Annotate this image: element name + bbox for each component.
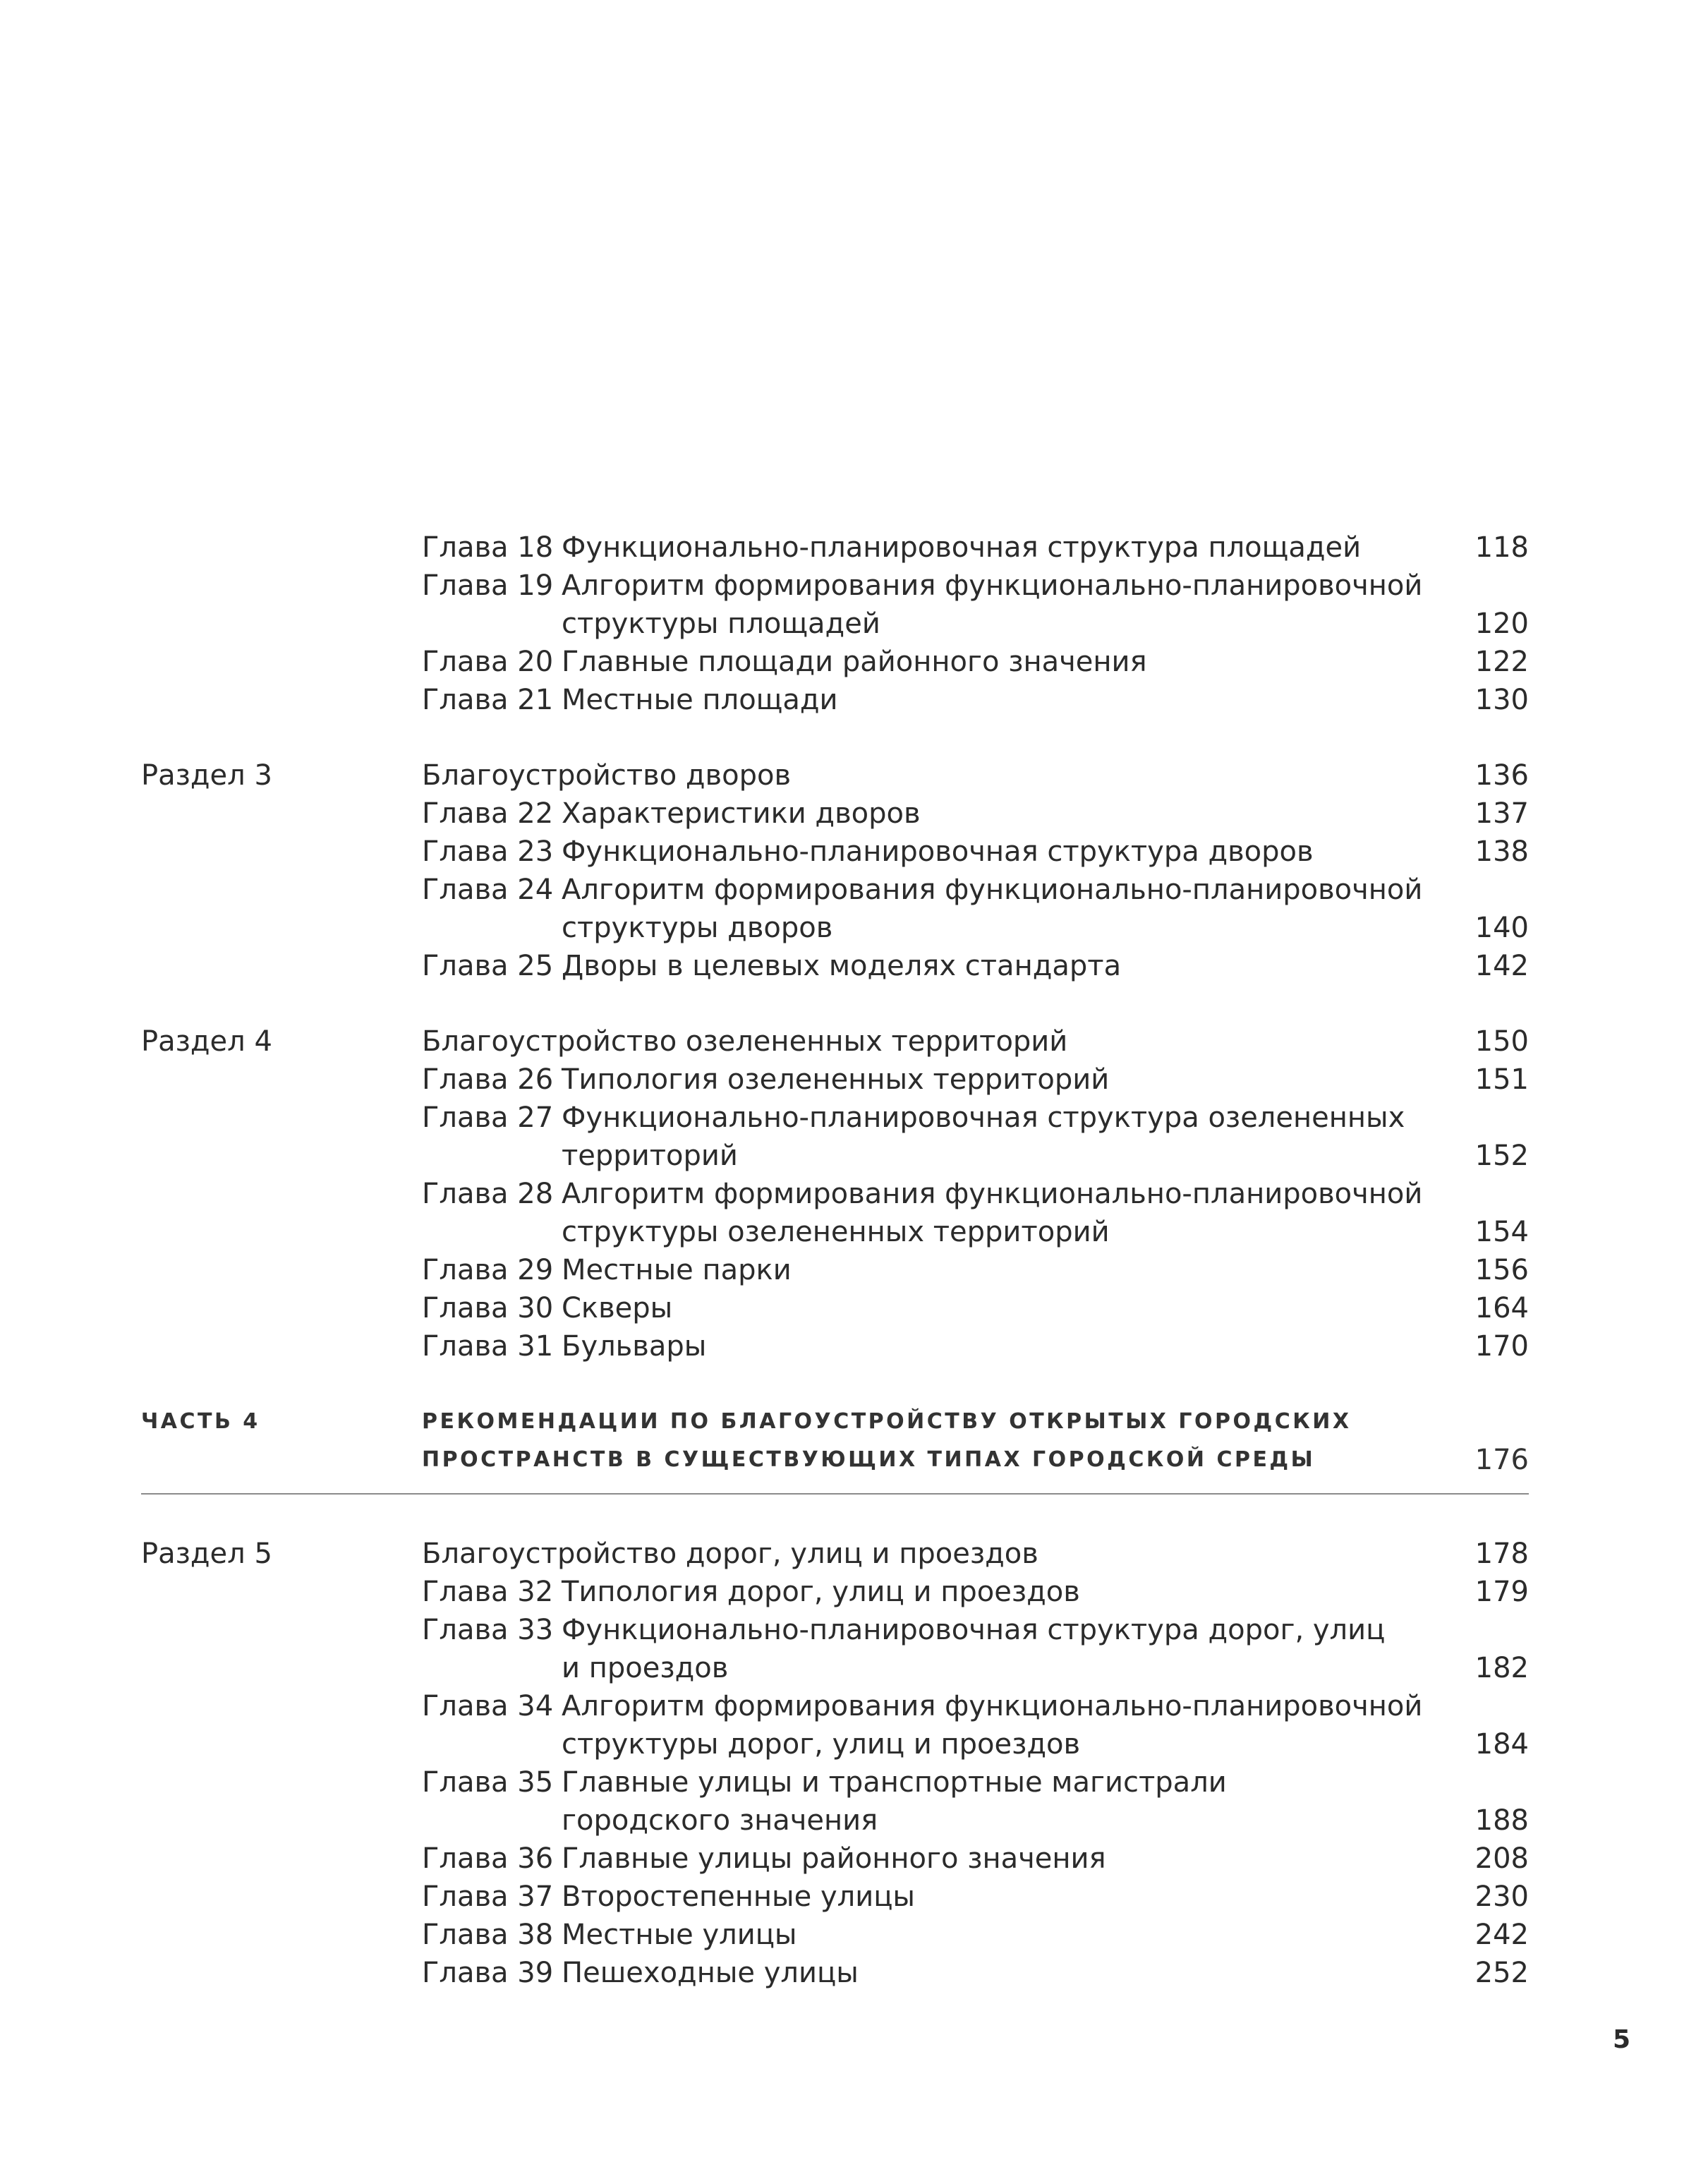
page-ref: 122 (1474, 646, 1529, 678)
chapter-label: Глава 30 (422, 1292, 554, 1324)
page-ref: 138 (1474, 835, 1529, 868)
toc-entry (0, 1099, 1708, 1137)
entry-title: ПРОСТРАНСТВ В СУЩЕСТВУЮЩИХ ТИПАХ ГОРОДСКОЙ СРЕДЫ (422, 1447, 1316, 1472)
entry-title: Функционально-планировочная структура озелененных (562, 1101, 1405, 1134)
entry-title: Благоустройство дорог, улиц и проездов (422, 1538, 1038, 1570)
toc-entry (0, 643, 1708, 681)
page-ref: 118 (1474, 531, 1529, 564)
toc-entry (0, 1535, 1708, 1573)
entry-title: Благоустройство озелененных территорий (422, 1025, 1068, 1058)
entry-title: Бульвары (562, 1330, 707, 1363)
entry-title: Главные улицы и транспортные магистрали (562, 1766, 1227, 1799)
chapter-label: Глава 25 (422, 950, 554, 982)
entry-title: РЕКОМЕНДАЦИИ ПО БЛАГОУСТРОЙСТВУ ОТКРЫТЫХ ГОРОДСКИХ (422, 1409, 1352, 1434)
chapter-label: Глава 36 (422, 1842, 554, 1875)
entry-title: Функционально-планировочная структура дорог, улиц (562, 1614, 1386, 1646)
entry-title: структуры озелененных территорий (562, 1216, 1110, 1248)
toc-entry (0, 947, 1708, 985)
page-ref: 182 (1474, 1652, 1529, 1684)
page-ref: 137 (1474, 797, 1529, 830)
entry-title: Алгоритм формирования функционально-планировочной (562, 1690, 1423, 1722)
chapter-label: Глава 20 (422, 646, 554, 678)
entry-title: Местные парки (562, 1254, 792, 1286)
chapter-label: Глава 26 (422, 1063, 554, 1096)
toc-entry (0, 909, 1708, 947)
page-ref: 230 (1474, 1881, 1529, 1913)
page-ref: 170 (1474, 1330, 1529, 1363)
entry-title: Алгоритм формирования функционально-планировочной (562, 1178, 1423, 1210)
toc-entry (0, 833, 1708, 871)
toc-entry (0, 1878, 1708, 1916)
toc-entry (0, 1725, 1708, 1763)
page-ref: 188 (1474, 1804, 1529, 1837)
chapter-label: Глава 24 (422, 874, 554, 906)
page-ref: 184 (1474, 1728, 1529, 1761)
toc-entry (0, 1441, 1708, 1479)
page-ref: 154 (1474, 1216, 1529, 1248)
toc-entry (0, 1327, 1708, 1365)
section-label: Раздел 3 (141, 759, 272, 792)
toc-entry (0, 567, 1708, 605)
chapter-label: Глава 18 (422, 531, 554, 564)
toc-entry (0, 1022, 1708, 1061)
section-label: Раздел 4 (141, 1025, 272, 1058)
entry-title: Алгоритм формирования функционально-планировочной (562, 874, 1423, 906)
entry-title: структуры дорог, улиц и проездов (562, 1728, 1081, 1761)
page-ref: 151 (1474, 1063, 1529, 1096)
toc-entry (0, 1954, 1708, 1992)
entry-title: Типология дорог, улиц и проездов (562, 1576, 1080, 1608)
page-ref: 176 (1474, 1444, 1529, 1476)
chapter-label: Глава 29 (422, 1254, 554, 1286)
toc-entry (0, 681, 1708, 719)
entry-title: Местные улицы (562, 1919, 797, 1951)
entry-title: Дворы в целевых моделях стандарта (562, 950, 1122, 982)
toc-entry (0, 1801, 1708, 1840)
toc-entry (0, 795, 1708, 833)
page-ref: 178 (1474, 1538, 1529, 1570)
toc-entry (0, 756, 1708, 795)
page-ref: 136 (1474, 759, 1529, 792)
page-number: 5 (1612, 2025, 1630, 2054)
entry-title: Скверы (562, 1292, 673, 1324)
entry-title: Главные улицы районного значения (562, 1842, 1106, 1875)
entry-title: Функционально-планировочная структура площадей (562, 531, 1362, 564)
page-ref: 252 (1474, 1957, 1529, 1989)
toc-entry (0, 1649, 1708, 1687)
page-ref: 179 (1474, 1576, 1529, 1608)
toc-entry (0, 1213, 1708, 1251)
entry-title: Пешеходные улицы (562, 1957, 859, 1989)
page-ref: 150 (1474, 1025, 1529, 1058)
toc-entry (0, 605, 1708, 643)
chapter-label: Глава 31 (422, 1330, 554, 1363)
chapter-label: Глава 37 (422, 1881, 554, 1913)
entry-title: Второстепенные улицы (562, 1881, 915, 1913)
chapter-label: Глава 28 (422, 1178, 554, 1210)
toc-entry (0, 1687, 1708, 1725)
chapter-label: Глава 35 (422, 1766, 554, 1799)
chapter-label: Глава 32 (422, 1576, 554, 1608)
toc-entry (0, 1061, 1708, 1099)
page-ref: 242 (1474, 1919, 1529, 1951)
toc-entry (0, 1137, 1708, 1175)
toc-entry (0, 1403, 1708, 1441)
section-label: Раздел 5 (141, 1538, 272, 1570)
toc-entry (0, 1840, 1708, 1878)
entry-title: Алгоритм формирования функционально-планировочной (562, 569, 1423, 602)
entry-title: структуры дворов (562, 912, 833, 944)
toc-entry (0, 871, 1708, 909)
chapter-label: Глава 34 (422, 1690, 554, 1722)
chapter-label: Глава 39 (422, 1957, 554, 1989)
toc-entry (0, 1611, 1708, 1649)
toc-entry (0, 1175, 1708, 1213)
chapter-label: Глава 27 (422, 1101, 554, 1134)
toc-entry (0, 1251, 1708, 1289)
entry-title: Типология озелененных территорий (562, 1063, 1110, 1096)
page-ref: 142 (1474, 950, 1529, 982)
page-ref: 156 (1474, 1254, 1529, 1286)
page-ref: 120 (1474, 608, 1529, 640)
page-ref: 140 (1474, 912, 1529, 944)
entry-title: Главные площади районного значения (562, 646, 1147, 678)
page-ref: 164 (1474, 1292, 1529, 1324)
chapter-label: Глава 38 (422, 1919, 554, 1951)
part-label: ЧАСТЬ 4 (141, 1409, 260, 1434)
toc-entry (0, 1916, 1708, 1954)
toc-entry (0, 1763, 1708, 1801)
page-ref: 208 (1474, 1842, 1529, 1875)
chapter-label: Глава 19 (422, 569, 554, 602)
entry-title: Местные площади (562, 684, 838, 716)
chapter-label: Глава 33 (422, 1614, 554, 1646)
entry-title: структуры площадей (562, 608, 880, 640)
page-ref: 152 (1474, 1140, 1529, 1172)
entry-title: территорий (562, 1140, 738, 1172)
entry-title: Характеристики дворов (562, 797, 921, 830)
page-ref: 130 (1474, 684, 1529, 716)
entry-title: Благоустройство дворов (422, 759, 792, 792)
toc-entry (0, 1289, 1708, 1327)
toc-entry (0, 529, 1708, 567)
entry-title: Функционально-планировочная структура дворов (562, 835, 1314, 868)
part-divider-rule (141, 1493, 1529, 1495)
chapter-label: Глава 22 (422, 797, 554, 830)
chapter-label: Глава 21 (422, 684, 554, 716)
entry-title: городского значения (562, 1804, 878, 1837)
toc-entry (0, 1573, 1708, 1611)
entry-title: и проездов (562, 1652, 729, 1684)
chapter-label: Глава 23 (422, 835, 554, 868)
